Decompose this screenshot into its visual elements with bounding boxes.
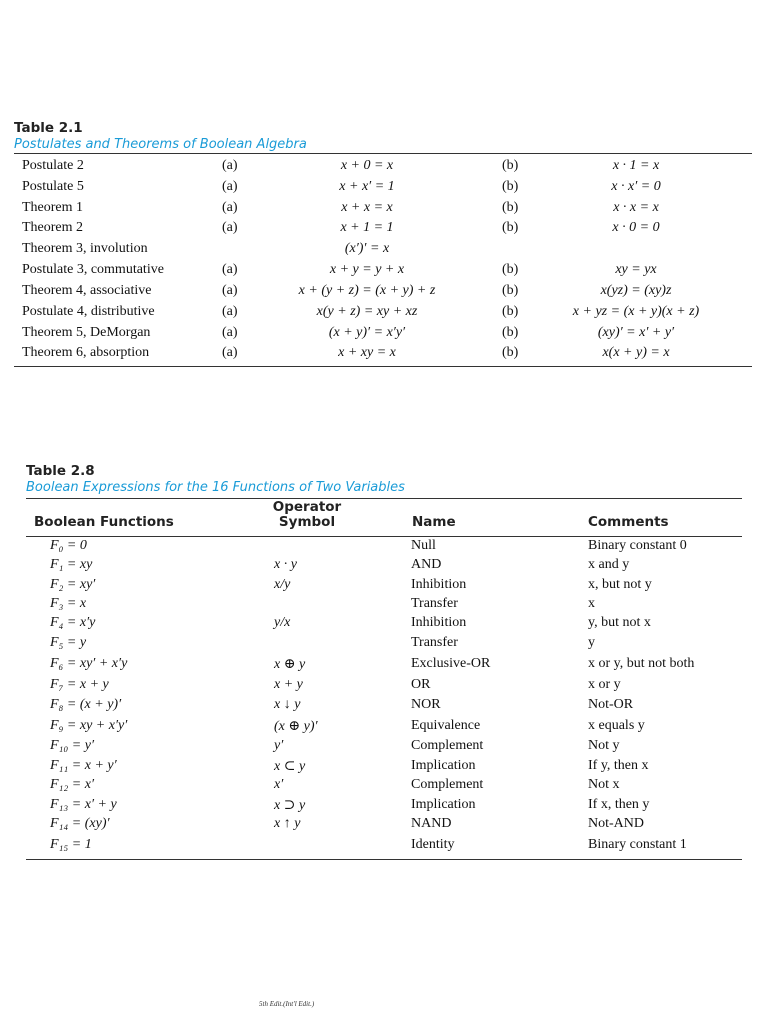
- comment-cell: y, but not x: [588, 615, 651, 630]
- table-2-1-caption: [14, 120, 307, 152]
- part-b-marker: (b): [502, 345, 519, 360]
- name-cell: Exclusive-OR: [411, 656, 491, 671]
- part-a-marker: (a): [222, 325, 238, 340]
- name-cell: AND: [411, 557, 442, 572]
- operator-cell: y/x: [274, 615, 291, 630]
- comment-cell: x and y: [588, 557, 630, 572]
- operator-cell: x ⊕ y: [274, 657, 306, 672]
- operator-cell: x · y: [274, 557, 297, 572]
- table-row: [0, 262, 768, 282]
- part-a-expression: x + y = y + x: [329, 262, 405, 277]
- comment-cell: x: [588, 596, 595, 611]
- comment-cell: If y, then x: [588, 758, 649, 773]
- name-cell: Inhibition: [411, 615, 467, 630]
- part-b-marker: (b): [502, 158, 519, 173]
- operator-cell: x + y: [274, 677, 303, 692]
- operator-cell: y′: [274, 738, 284, 753]
- comment-cell: Not x: [588, 777, 620, 792]
- part-a-marker: (a): [222, 345, 238, 360]
- table-row: [0, 797, 768, 817]
- part-a-expression: x(y + z) = xy + xz: [316, 304, 418, 319]
- function-cell: F₁₁ = x + y′: [50, 758, 117, 773]
- row-name: Postulate 5: [22, 179, 84, 194]
- table-row: [0, 635, 768, 655]
- part-a-marker: (a): [222, 179, 238, 194]
- part-a-expression: x + x = x: [341, 200, 393, 215]
- table-row: [0, 596, 768, 616]
- row-name: Theorem 3, involution: [22, 241, 148, 256]
- table-row: [0, 325, 768, 345]
- table-top-rule: [26, 498, 742, 499]
- part-a-expression: x + (y + z) = (x + y) + z: [298, 283, 436, 298]
- part-a-marker: (a): [222, 262, 238, 277]
- function-cell: F₆ = xy′ + x′y: [50, 656, 128, 671]
- table-row: [0, 677, 768, 697]
- part-a-expression: x + 0 = x: [340, 158, 394, 173]
- table-row: [0, 758, 768, 778]
- name-cell: NOR: [411, 697, 441, 712]
- comment-cell: x or y, but not both: [588, 656, 695, 671]
- part-b-expression: x · x′ = 0: [611, 179, 661, 194]
- table-2-8-caption: [26, 463, 405, 495]
- name-cell: Complement: [411, 738, 484, 753]
- part-a-marker: (a): [222, 220, 238, 235]
- table-row: [0, 179, 768, 199]
- table-row: [0, 577, 768, 597]
- name-cell: Implication: [411, 797, 476, 812]
- row-name: Postulate 2: [22, 158, 84, 173]
- table-row: [0, 837, 768, 857]
- part-b-marker: (b): [502, 179, 519, 194]
- operator-cell: x ⊃ y: [274, 798, 306, 813]
- page-footer: 5th Edit.(Int'l Edit.): [259, 1000, 315, 1008]
- operator-cell: (x ⊕ y)′: [274, 719, 318, 734]
- operator-cell: x ⊂ y: [274, 759, 306, 774]
- table-title: Postulates and Theorems of Boolean Algebra: [14, 137, 307, 152]
- function-cell: F₇ = x + y: [50, 677, 109, 692]
- table-row: [0, 697, 768, 717]
- part-b-marker: (b): [502, 200, 519, 215]
- function-cell: F₄ = x′y: [50, 615, 96, 630]
- row-name: Postulate 4, distributive: [22, 304, 155, 319]
- part-b-expression: x · 1 = x: [612, 158, 660, 173]
- table-row: [0, 738, 768, 758]
- table-row: [0, 304, 768, 324]
- function-cell: F₁₃ = x′ + y: [50, 797, 117, 812]
- part-b-expression: x(yz) = (xy)z: [600, 283, 672, 298]
- part-a-expression: (x′)′ = x: [344, 241, 390, 256]
- header-operator-line2: Symbol: [278, 514, 336, 530]
- row-name: Theorem 5, DeMorgan: [22, 325, 151, 340]
- row-name: Theorem 4, associative: [22, 283, 152, 298]
- header-comments: Comments: [588, 514, 669, 530]
- part-b-expression: x(x + y) = x: [602, 345, 670, 360]
- table-number: Table 2.1: [14, 120, 83, 136]
- part-a-marker: (a): [222, 158, 238, 173]
- comment-cell: Binary constant 0: [588, 538, 687, 553]
- part-a-expression: x + x′ = 1: [339, 179, 395, 194]
- part-b-marker: (b): [502, 262, 519, 277]
- function-cell: F₈ = (x + y)′: [50, 697, 122, 712]
- part-b-marker: (b): [502, 283, 519, 298]
- function-cell: F₉ = xy + x′y′: [50, 718, 128, 733]
- comment-cell: Not-OR: [588, 697, 634, 712]
- name-cell: OR: [411, 677, 431, 692]
- comment-cell: x, but not y: [588, 577, 652, 592]
- header-boolean-functions: Boolean Functions: [34, 514, 174, 530]
- table-row: [0, 538, 768, 558]
- function-cell: F₁₄ = (xy)′: [50, 816, 110, 831]
- function-cell: F₁₂ = x′: [50, 777, 95, 792]
- comment-cell: y: [588, 635, 595, 650]
- part-b-expression: x · x = x: [613, 200, 659, 215]
- function-cell: F₀ = 0: [50, 538, 87, 553]
- name-cell: Identity: [411, 837, 455, 852]
- function-cell: F₅ = y: [50, 635, 87, 650]
- operator-cell: x ↑ y: [274, 816, 301, 831]
- table-row: [0, 615, 768, 635]
- part-b-expression: (xy)′ = x′ + y′: [597, 325, 675, 340]
- function-cell: F₁₀ = y′: [50, 738, 95, 753]
- part-b-expression: x + yz = (x + y)(x + z): [572, 304, 700, 319]
- part-a-marker: (a): [222, 283, 238, 298]
- name-cell: Complement: [411, 777, 484, 792]
- header-name: Name: [412, 514, 456, 530]
- header-rule: [26, 536, 742, 537]
- comment-cell: x or y: [588, 677, 621, 692]
- part-b-expression: xy = yx: [615, 262, 657, 277]
- table-bottom-rule: [26, 859, 742, 860]
- table-row: [0, 220, 768, 240]
- part-a-expression: x + xy = x: [338, 345, 396, 360]
- row-name: Theorem 6, absorption: [22, 345, 150, 360]
- part-b-expression: x · 0 = 0: [612, 220, 660, 235]
- name-cell: Null: [411, 538, 436, 553]
- name-cell: Implication: [411, 758, 476, 773]
- part-b-marker: (b): [502, 220, 519, 235]
- table-row: [0, 557, 768, 577]
- table-row: [0, 816, 768, 836]
- table-row: [0, 718, 768, 738]
- part-a-expression: x + 1 = 1: [340, 220, 394, 235]
- row-name: Theorem 1: [22, 200, 84, 215]
- table-row: [0, 777, 768, 797]
- function-cell: F₃ = x: [50, 596, 87, 611]
- name-cell: Transfer: [411, 596, 458, 611]
- function-cell: F₁ = xy: [50, 557, 93, 572]
- name-cell: Equivalence: [411, 718, 481, 733]
- name-cell: Transfer: [411, 635, 458, 650]
- operator-cell: x ↓ y: [274, 697, 301, 712]
- table-row: [0, 656, 768, 676]
- row-name: Theorem 2: [22, 220, 84, 235]
- table-top-rule: [14, 153, 752, 154]
- name-cell: Inhibition: [411, 577, 467, 592]
- operator-cell: x/y: [274, 577, 291, 592]
- table-row: [0, 241, 768, 261]
- header-operator-line1: Operator: [272, 499, 342, 515]
- part-a-marker: (a): [222, 304, 238, 319]
- operator-cell: x′: [274, 777, 284, 792]
- table-bottom-rule: [14, 366, 752, 367]
- part-a-marker: (a): [222, 200, 238, 215]
- comment-cell: If x, then y: [588, 797, 650, 812]
- part-b-marker: (b): [502, 325, 519, 340]
- part-b-marker: (b): [502, 304, 519, 319]
- table-number: Table 2.8: [26, 463, 95, 479]
- function-cell: F₂ = xy′: [50, 577, 96, 592]
- table-title: Boolean Expressions for the 16 Functions of Two Variables: [26, 480, 405, 495]
- row-name: Postulate 3, commutative: [22, 262, 164, 277]
- comment-cell: x equals y: [588, 718, 645, 733]
- function-cell: F₁₅ = 1: [50, 837, 92, 852]
- comment-cell: Not-AND: [588, 816, 644, 831]
- table-row: [0, 345, 768, 365]
- comment-cell: Not y: [588, 738, 620, 753]
- part-a-expression: (x + y)′ = x′y′: [328, 325, 406, 340]
- table-row: [0, 283, 768, 303]
- table-row: [0, 200, 768, 220]
- table-row: [0, 158, 768, 178]
- name-cell: NAND: [411, 816, 452, 831]
- header-operator-symbol: [262, 500, 352, 530]
- comment-cell: Binary constant 1: [588, 837, 687, 852]
